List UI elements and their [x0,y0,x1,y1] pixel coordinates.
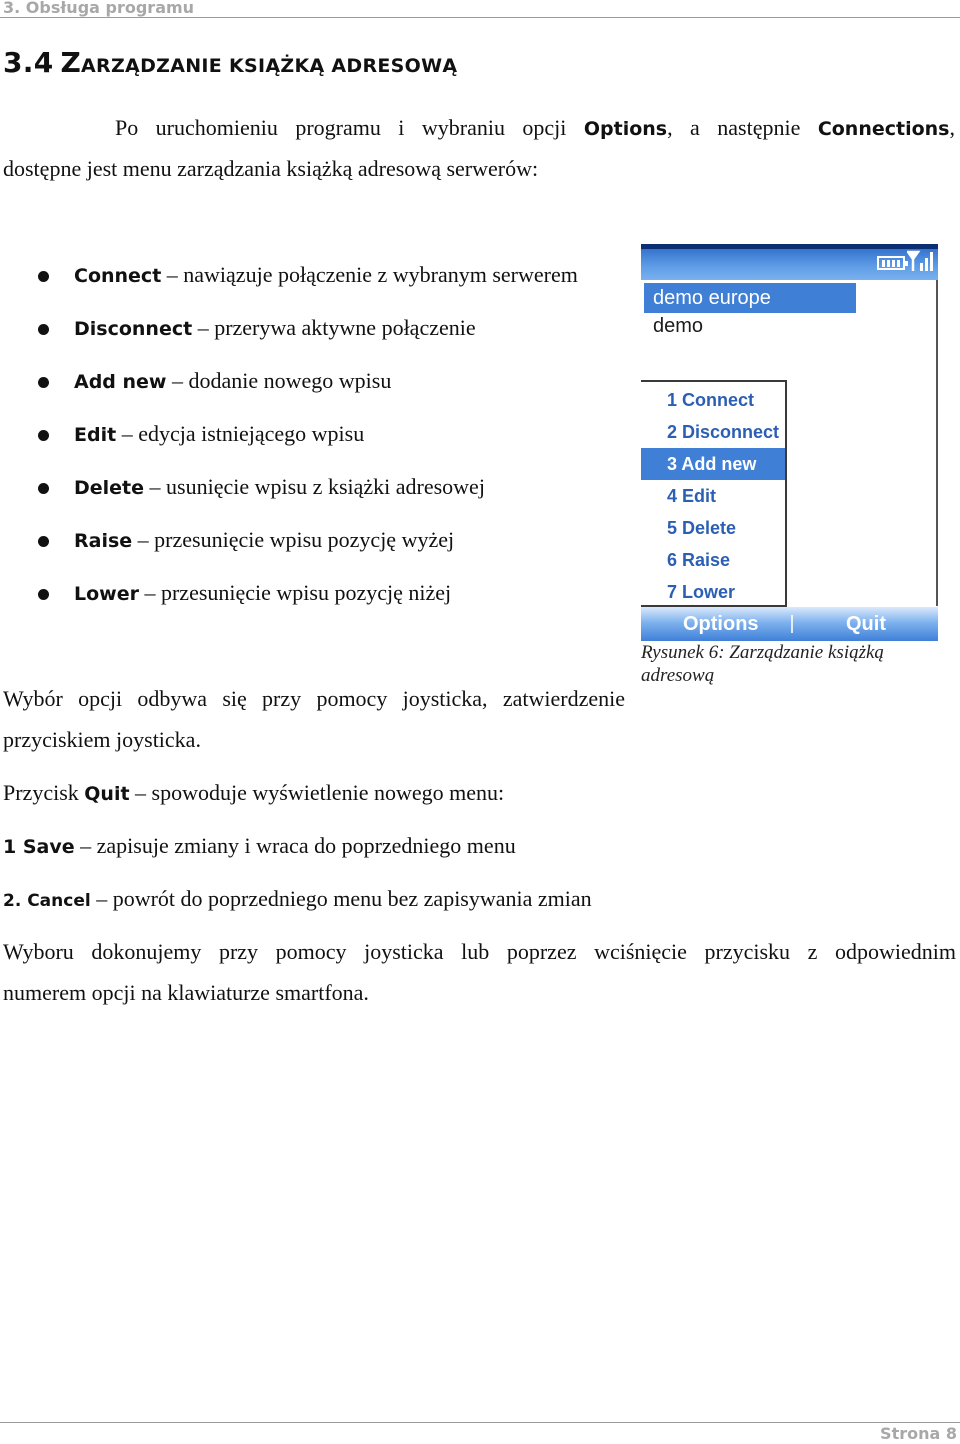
quit-softkey[interactable]: Quit [846,613,886,635]
menu-item-edit[interactable]: 4 Edit [667,486,717,506]
final-line-2: numerem opcji na klawiaturze smartfona. [3,980,369,1005]
cancel-term: 2. Cancel [3,891,91,911]
status-bar-topline [641,244,938,249]
intro-text-c: , [949,115,955,140]
battery-icon [877,256,905,270]
bullet-dot [38,324,49,335]
section-title [3,46,457,79]
list-item-text [74,467,485,508]
softkey-bar [641,607,938,641]
list-item-text [74,308,476,349]
list-item-desc: – nawiązuje połączenie z wybranym serwerem [161,262,578,287]
intro-options-term: Options [583,118,668,140]
wybor-line-2: przyciskiem joysticka. [3,727,201,752]
wybor-line-1: Wybór opcji odbywa się przy pomocy joysticka, zatwierdzenie [3,686,625,711]
section-title-initial: Z [60,46,82,79]
server-list-item[interactable]: demo [653,315,704,337]
list-item-term: Disconnect [74,318,193,340]
list-item-text [74,520,454,561]
intro-connections-term: Connections [817,118,950,140]
list-item-term: Lower [74,583,139,605]
bullet-dot [38,483,49,494]
save-option-line [3,825,516,868]
section-title-rest: ARZĄDZANIE KSIĄŻKĄ ADRESOWĄ [81,55,458,77]
save-desc: – zapisuje zmiany i wraca do poprzedniego menu [74,833,516,858]
cancel-desc: – powrót do poprzedniego menu bez zapisywania zmian [90,886,592,911]
save-term: 1 Save [3,836,75,858]
quit-text-b: – spowoduje wyświetlenie nowego menu: [129,780,505,805]
list-item-term: Delete [74,477,145,499]
menu-item-disconnect[interactable]: 2 Disconnect [667,422,780,442]
list-item-text [74,361,391,402]
server-list-item[interactable]: demo europe [644,283,856,313]
section-number: 3.4 [3,46,54,79]
list-item-term: Add new [74,371,167,393]
list-item-term: Raise [74,530,133,552]
list-item-desc: – usunięcie wpisu z książki adresowej [144,474,485,499]
phone-screenshot [641,244,938,641]
quit-text-a: Przycisk [3,780,79,805]
cancel-option-line [3,878,592,922]
intro-line-2: dostępne jest menu zarządzania książką adresową serwerów: [3,156,539,181]
options-menu [641,380,787,607]
intro-text-b: , a następnie [667,115,801,140]
menu-item-delete[interactable]: 5 Delete [667,518,737,538]
quit-paragraph [3,772,504,815]
bullet-dot [38,377,49,388]
running-header: 3. Obsługa programu [3,0,195,17]
header-rule [0,17,960,18]
bullet-dot [38,430,49,441]
bullet-dot [38,589,49,600]
list-item-desc: – dodanie nowego wpisu [166,368,392,393]
figure-caption [641,641,941,687]
page-number: Strona 8 [880,1424,957,1443]
options-softkey[interactable]: Options [683,613,759,635]
intro-line-1 [3,107,955,150]
caption-line-2: adresową [641,665,715,686]
footer-rule [0,1422,960,1423]
bullet-dot [38,271,49,282]
signal-icon [907,249,935,273]
list-item-text [74,414,364,455]
bullet-dot [38,536,49,547]
list-item-desc: – przerywa aktywne połączenie [192,315,476,340]
list-item-term: Edit [74,424,117,446]
menu-item-raise[interactable]: 6 Raise [667,550,731,570]
list-item-desc: – edycja istniejącego wpisu [116,421,365,446]
list-item-desc: – przesunięcie wpisu pozycję wyżej [132,527,455,552]
menu-item-connect[interactable]: 1 Connect [667,390,755,410]
list-item-text [74,255,578,296]
phone-status-bar [641,244,938,280]
softkey-separator [791,615,793,633]
list-item-text [74,573,451,614]
server-list [641,280,938,380]
caption-line-1: Rysunek 6: Zarządzanie książką [641,642,884,663]
list-item-desc: – przesunięcie wpisu pozycję niżej [138,580,452,605]
intro-text-a: Po uruchomieniu programu i wybraniu opcji [115,115,567,140]
quit-term: Quit [84,783,130,805]
list-item-term: Connect [74,265,162,287]
final-line-1: Wyboru dokonujemy przy pomocy joysticka lub poprzez wciśnięcie przycisku z odpowiednim [3,939,956,964]
menu-item-lower[interactable]: 7 Lower [667,582,736,602]
menu-item-add-new[interactable]: 3 Add new [641,448,785,480]
